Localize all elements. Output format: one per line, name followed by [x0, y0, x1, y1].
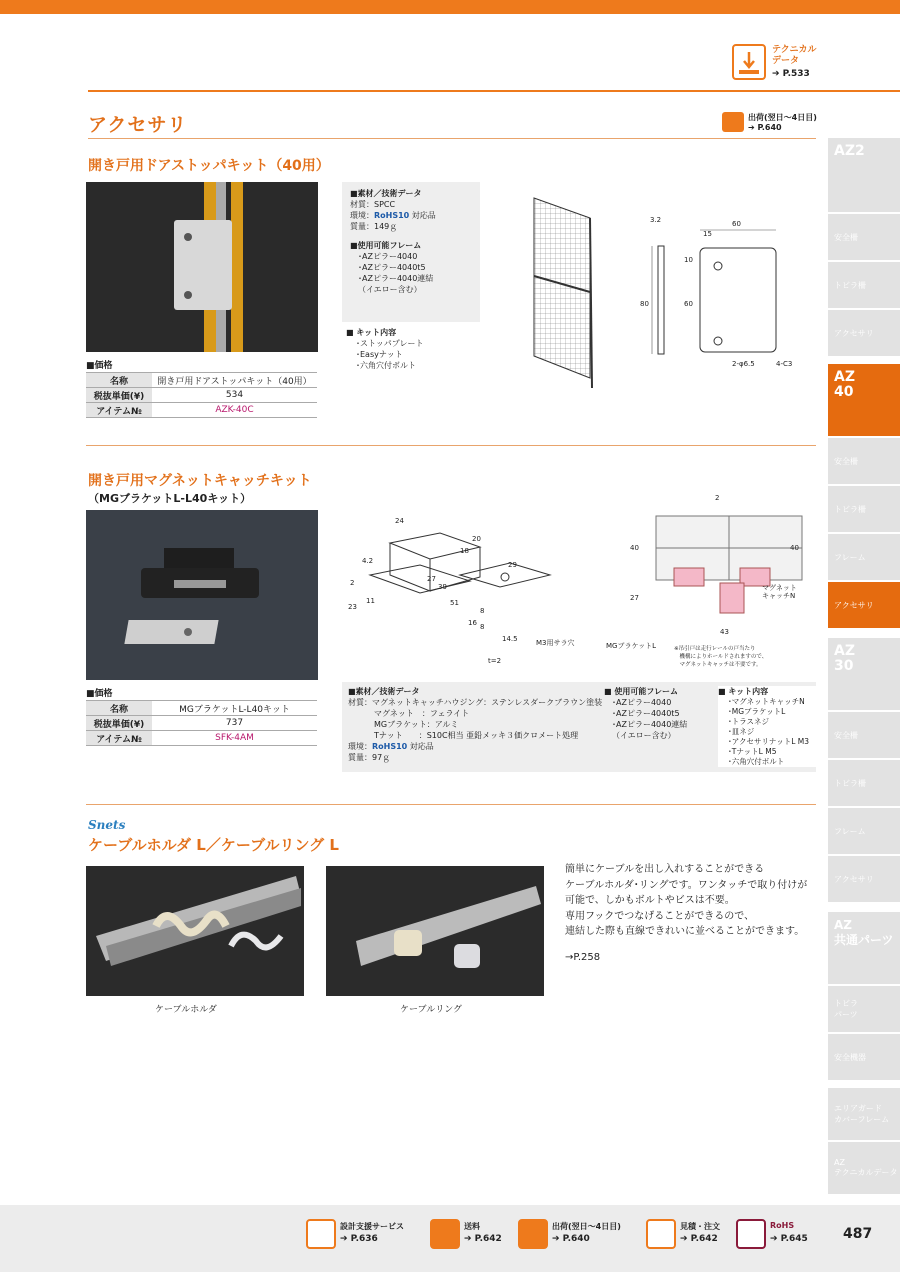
- mounting-diagram: [600, 488, 815, 678]
- desc-line: 簡単にケーブルを出し入れすることができる: [565, 864, 765, 875]
- price-key: 税抜単価(¥): [86, 716, 152, 731]
- table-row: [86, 701, 317, 716]
- sidebar-nav: [828, 138, 900, 1198]
- price-key: アイテム№: [86, 731, 152, 746]
- footer-label: 出荷(翌日〜4日目): [552, 1222, 621, 1231]
- desc-line: 専用フックでつなげることができるので、: [565, 910, 755, 922]
- dim-label: 43: [720, 628, 729, 636]
- calendar-truck-icon: [518, 1219, 548, 1249]
- section-heading: ケーブルホルダ L／ケーブルリング L: [88, 836, 339, 854]
- dim-label: 80: [640, 300, 649, 308]
- dim-label: [762, 584, 797, 600]
- tech-page: ➔ P.533: [772, 69, 810, 79]
- sidebar-item[interactable]: AZ テクニカルデータ: [828, 1142, 900, 1194]
- table-row: [86, 403, 317, 418]
- sidebar-item[interactable]: 安全柵: [828, 214, 900, 260]
- dim-label: 27: [630, 594, 639, 602]
- technical-data-link[interactable]: [732, 44, 822, 84]
- design-service-icon: [306, 1219, 336, 1249]
- divider: [88, 90, 900, 92]
- env-label: 環境：: [348, 742, 372, 751]
- spec-tnut: Tナット ：S10C相当 亜鉛メッキ３価クロメート処理: [374, 731, 579, 740]
- footer-label: 設計支援サービス: [340, 1222, 404, 1231]
- price-key: アイテム№: [86, 403, 152, 418]
- price-value: 737: [152, 716, 317, 731]
- dim-label: 60: [684, 300, 693, 308]
- dim-label: 2: [715, 494, 720, 502]
- frame-item: ･AZピラー4040: [358, 252, 418, 261]
- note-line: 機構によりホールドされますので、: [674, 654, 768, 660]
- tech-label: テクニカル データ: [772, 45, 817, 66]
- desc-line: ケーブルホルダ･リングです。ワンタッチで取り付けが: [565, 879, 808, 891]
- footer-page: ➔ P.642: [680, 1234, 718, 1244]
- footer-page: ➔ P.642: [464, 1234, 502, 1244]
- kit-item: ･ストッパプレート: [356, 339, 424, 348]
- kit-item: ･トラスネジ: [728, 717, 770, 726]
- kit-list: [346, 327, 423, 371]
- item-code: SFK-4AM: [152, 731, 317, 746]
- section-heading: 開き戸用マグネットキャッチキット: [88, 473, 312, 489]
- dim-label: 24: [395, 517, 404, 525]
- sidebar-item-az2[interactable]: AZ2: [828, 138, 900, 212]
- truck-icon: [722, 112, 744, 132]
- caption: ケーブルリング: [400, 1005, 463, 1015]
- frame-item: （イエロー含む）: [358, 285, 422, 294]
- price-key: 税抜単価(¥): [86, 388, 152, 403]
- desc-line: 連結した際も直線できれいに並べることができます。: [565, 926, 805, 937]
- spec-bracket: MGブラケット：アルミ: [374, 720, 459, 729]
- sidebar-item[interactable]: トビラ柵: [828, 486, 900, 532]
- dim-label: 8: [480, 623, 485, 631]
- spec-mass: 質量：149ｇ: [350, 222, 398, 231]
- dim-label: 39: [438, 583, 447, 591]
- table-row: [86, 373, 317, 388]
- divider: [86, 804, 816, 805]
- kit-item: ･皿ネジ: [728, 727, 755, 736]
- spec-heading: ■素材／技術データ: [350, 189, 422, 198]
- dim-label: 4.2: [362, 557, 374, 565]
- spec-heading: ■素材／技術データ: [348, 687, 420, 696]
- dim-label: MGブラケットL: [606, 642, 657, 650]
- stopper-diagram: [520, 188, 820, 403]
- dim-label: 27: [427, 575, 436, 583]
- footer-page: ➔ P.636: [340, 1234, 378, 1244]
- spec-mass: 質量：97ｇ: [348, 753, 391, 762]
- price-value: 開き戸用ドアストッパキット（40用）: [152, 373, 317, 388]
- sidebar-item-common[interactable]: AZ 共通パーツ: [828, 912, 900, 984]
- rohs-icon: [736, 1219, 766, 1249]
- sidebar-item[interactable]: アクセサリ: [828, 310, 900, 356]
- kit-heading: ■ キット内容: [346, 328, 397, 337]
- door-stopper-photo: [86, 182, 318, 352]
- kit-list: [718, 686, 816, 767]
- sidebar-item-az40[interactable]: AZ 40: [828, 364, 900, 436]
- env-label: 環境：: [350, 211, 374, 220]
- section-heading: 開き戸用ドアストッパキット（40用）: [88, 158, 330, 174]
- download-icon: [732, 44, 766, 80]
- dim-label: 10: [684, 256, 693, 264]
- kit-item: ･Easyナット: [356, 350, 403, 359]
- rohs-label: RoHS10: [372, 742, 408, 751]
- footer-label: 送料: [464, 1222, 480, 1231]
- frame-item: ･AZピラー4040: [612, 698, 672, 707]
- dim-label: 18: [460, 547, 469, 555]
- price-table: [86, 372, 317, 418]
- dim-label: 2-φ6.5: [732, 360, 755, 368]
- dim-label: 23: [348, 603, 357, 611]
- frame-item: ･AZピラー4040t5: [612, 709, 680, 718]
- sidebar-item[interactable]: エリアガード カバーフレーム: [828, 1088, 900, 1140]
- kit-item: ･六角穴付ボルト: [356, 361, 416, 370]
- dim-label: 2: [350, 579, 355, 587]
- price-value: 534: [152, 388, 317, 403]
- price-title: ■価格: [86, 361, 113, 371]
- dim-label: 8: [480, 607, 485, 615]
- kit-item: ･MGブラケットL: [728, 707, 786, 716]
- frame-item: ･AZピラー4040t5: [358, 263, 426, 272]
- dim-label: t=2: [488, 657, 502, 665]
- note-line: ※吊引戸は走行レールの戸当たり: [674, 646, 756, 652]
- sidebar-item[interactable]: フレーム: [828, 534, 900, 580]
- price-table: [86, 700, 317, 746]
- footer-page: ➔ P.640: [552, 1234, 590, 1244]
- price-title: ■価格: [86, 689, 113, 699]
- sidebar-item-az30[interactable]: AZ 30: [828, 638, 900, 710]
- dim-label: 20: [472, 535, 481, 543]
- table-row: [86, 716, 317, 731]
- footer-label: 見積・注文: [680, 1222, 720, 1231]
- dim-label: 29: [508, 561, 517, 569]
- env-suffix: 対応品: [409, 211, 436, 220]
- dim-label: 3.2: [650, 216, 662, 224]
- dim-label: 15: [703, 230, 712, 238]
- footer-page: ➔ P.645: [770, 1234, 808, 1244]
- footer-label: RoHS: [770, 1221, 795, 1230]
- dim-label: M3用サラ穴: [536, 639, 575, 647]
- top-bar: [0, 0, 900, 14]
- dim-label: 40: [630, 544, 639, 552]
- kit-item: ･TナットL M5: [728, 747, 777, 756]
- document-icon: [646, 1219, 676, 1249]
- dim-label: 51: [450, 599, 459, 607]
- price-value: MGブラケットL-L40キット: [152, 701, 317, 716]
- sidebar-item[interactable]: 安全柵: [828, 438, 900, 484]
- page-reference-link[interactable]: →P.258: [565, 952, 601, 963]
- frame-item: ･AZピラー4040連結: [612, 720, 688, 729]
- spec-box: [342, 182, 480, 322]
- divider: [88, 138, 816, 139]
- frame-item: （イエロー含む）: [612, 731, 676, 740]
- caption: ケーブルホルダ: [155, 1005, 217, 1015]
- rohs-label: RoHS10: [374, 211, 410, 220]
- note-line: マグネットキャッチは不要です。: [674, 662, 762, 668]
- desc-line: 可能で、しかもボルトやビスは不要。: [565, 895, 735, 906]
- dim-label: 11: [366, 597, 375, 605]
- page-number: 487: [843, 1226, 873, 1242]
- frame-item: ･AZピラー4040連結: [358, 274, 434, 283]
- magnet-diagram: [330, 505, 600, 675]
- divider: [86, 445, 816, 446]
- description: [565, 862, 819, 940]
- sidebar-item-active[interactable]: アクセサリ: [828, 582, 900, 628]
- spec-material: 材質：マグネットキャッチハウジング：ステンレスダークブラウン塗装: [348, 698, 603, 707]
- sidebar-item[interactable]: トビラ パーツ: [828, 986, 900, 1032]
- truck-icon: [430, 1219, 460, 1249]
- sidebar-item[interactable]: トビラ柵: [828, 760, 900, 806]
- sidebar-item[interactable]: トビラ柵: [828, 262, 900, 308]
- dim-label: 60: [732, 220, 741, 228]
- kit-heading: ■ キット内容: [718, 687, 769, 696]
- label-line: マグネット: [762, 584, 797, 592]
- sidebar-item[interactable]: 安全機器: [828, 1034, 900, 1080]
- cable-ring-photo: [326, 866, 544, 996]
- price-key: 名称: [86, 373, 152, 388]
- ship-page: ➔ P.640: [748, 123, 782, 132]
- spec-magnet: マグネット ：フェライト: [374, 709, 470, 718]
- section-subheading: （MGブラケットL-L40キット）: [88, 492, 252, 505]
- kit-item: ･アクセサリナットL M3: [728, 737, 810, 746]
- ship-label: 出荷(翌日〜4日目): [748, 113, 817, 122]
- kit-item: ･六角穴付ボルト: [728, 757, 785, 766]
- kit-item: ･マグネットキャッチN: [728, 697, 805, 706]
- label-line: キャッチN: [762, 592, 796, 600]
- dim-label: 16: [468, 619, 477, 627]
- brand-logo: Snets: [88, 818, 126, 832]
- item-code: AZK-40C: [152, 403, 317, 418]
- frames-heading: ■ 使用可能フレーム: [604, 687, 679, 696]
- sidebar-item[interactable]: アクセサリ: [828, 856, 900, 902]
- spec-material: 材質：SPCC: [350, 200, 396, 209]
- price-key: 名称: [86, 701, 152, 716]
- page-title: アクセサリ: [88, 114, 188, 136]
- spec-env: [350, 210, 472, 221]
- magnet-catch-photo: [86, 510, 318, 680]
- dim-label: 40: [790, 544, 799, 552]
- env-suffix: 対応品: [407, 742, 434, 751]
- table-row: [86, 731, 317, 746]
- dim-label: 4-C3: [776, 360, 793, 368]
- frames-heading: ■使用可能フレーム: [350, 241, 422, 250]
- sidebar-item[interactable]: 安全柵: [828, 712, 900, 758]
- spec-env: [348, 741, 608, 752]
- cable-holder-photo: [86, 866, 304, 996]
- dim-label: 14.5: [502, 635, 518, 643]
- sidebar-item[interactable]: フレーム: [828, 808, 900, 854]
- table-row: [86, 388, 317, 403]
